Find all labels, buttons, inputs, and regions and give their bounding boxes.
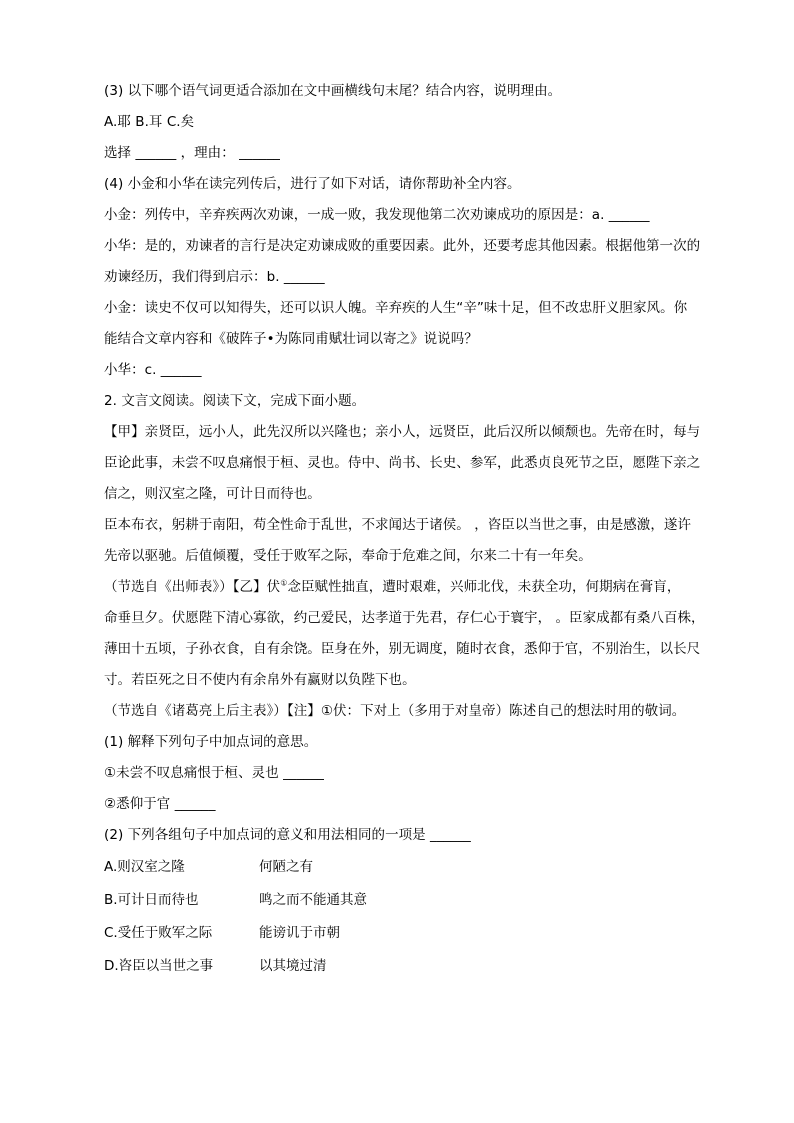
choice-row-c xyxy=(104,917,724,950)
choice-d-left: D.咨臣以当世之事 xyxy=(104,958,214,974)
q3-answer-line: 选择 ______ ，理由： ______ xyxy=(104,145,280,161)
choice-b-left: B.可计日而待也 xyxy=(104,892,199,908)
q4-prompt: (4) 小金和小华在读完列传后，进行了如下对话，请你帮助补全内容。 xyxy=(104,176,521,192)
yi-start-text: （节选自《出师表》）【乙】伏 xyxy=(104,579,281,595)
passage-yi-first-line xyxy=(104,572,724,603)
yi-start-rest: 念臣赋性拙直，遭时艰难，兴师北伐，未获全功，何期病在膏肓， xyxy=(287,579,681,595)
section-2-heading: 2. 文言文阅读。阅读下文，完成下面小题。 xyxy=(104,393,366,409)
choice-c-left: C.受任于败军之际 xyxy=(104,925,213,941)
dialogue-line: 劝谏经历，我们得到启示：b. ______ xyxy=(104,269,325,285)
passage-note: （节选自《诸葛亮上后主表》）【注】①伏：下对上（多用于对皇帝）陈述自己的想法时用的敬词。 xyxy=(104,703,686,719)
passage-yi-line: 命垂旦夕。伏愿陛下清心寡欲，约己爱民，达孝道于先君，存仁心于寰宇， 。臣家成都有桑八百株， xyxy=(104,610,705,626)
sub1-prompt: (1) 解释下列句子中加点词的意思。 xyxy=(104,734,318,750)
choice-d-right: 以其境过清 xyxy=(259,958,327,974)
choice-row-a xyxy=(104,851,724,884)
passage-jia-line: 【甲】亲贤臣，远小人，此先汉所以兴隆也；亲小人，远贤臣，此后汉所以倾颓也。先帝在时，每与 xyxy=(104,424,701,440)
dialogue-line: 小金：读史不仅可以知得失，还可以识人魄。辛弃疾的人生“辛”味十足，但不改忠肝义胆家风。你 xyxy=(104,300,688,316)
passage-yi-line: 寸。若臣死之日不使内有余帛外有赢财以负陛下也。 xyxy=(104,672,416,688)
sub2-prompt: (2) 下列各组句子中加点词的意义和用法相同的一项是 ______ xyxy=(104,827,471,843)
document-page xyxy=(104,76,724,983)
passage-jia-line: 信之，则汉室之隆，可计日而待也。 xyxy=(104,486,321,502)
q3-prompt: (3) 以下哪个语气词更适合添加在文中画横线句末尾？结合内容，说明理由。 xyxy=(104,83,562,99)
sub1-item: ①未尝不叹息痛恨于桓、灵也 ______ xyxy=(104,765,324,781)
dialogue-line: 小金：列传中，辛弃疾两次劝谏，一成一败，我发现他第二次劝谏成功的原因是：a. ______ xyxy=(104,207,650,223)
passage-yi-line: 薄田十五顷，子孙衣食，自有余饶。臣身在外，别无调度，随时衣食，悉仰于官，不别治生，以长尺 xyxy=(104,641,701,657)
passage-jia-line: 臣论此事，未尝不叹息痛恨于桓、灵也。侍中、尚书、长史、参军，此悉贞良死节之臣，愿陛下亲之 xyxy=(104,455,701,471)
choice-b-right: 鸣之而不能通其意 xyxy=(259,892,367,908)
choice-c-right: 能谤讥于市朝 xyxy=(259,925,340,941)
choice-row-d xyxy=(104,950,724,983)
q3-options: A.耶 B.耳 C.矣 xyxy=(104,114,195,130)
choice-a-left: A.则汉室之隆 xyxy=(104,859,185,875)
dialogue-line: 能结合文章内容和《破阵子•为陈同甫赋壮词以寄之》说说吗？ xyxy=(104,331,478,347)
sub1-item: ②悉仰于官 ______ xyxy=(104,796,216,812)
passage-jia-line: 先帝以驱驰。后值倾覆，受任于败军之际，奉命于危难之间，尔来二十有一年矣。 xyxy=(104,548,592,564)
dialogue-line: 小华：c. ______ xyxy=(104,362,202,378)
passage-jia-line: 臣本布衣，躬耕于南阳，苟全性命于乱世，不求闻达于诸侯。 ，咨臣以当世之事，由是感激，遂许 xyxy=(104,517,691,533)
choice-a-right: 何陋之有 xyxy=(259,859,313,875)
choice-row-b xyxy=(104,884,724,917)
dialogue-line: 小华：是的，劝谏者的言行是决定劝谏成败的重要因素。此外，还要考虑其他因素。根据他第一次的 xyxy=(104,238,701,254)
footnote-marker: ① xyxy=(280,578,288,588)
